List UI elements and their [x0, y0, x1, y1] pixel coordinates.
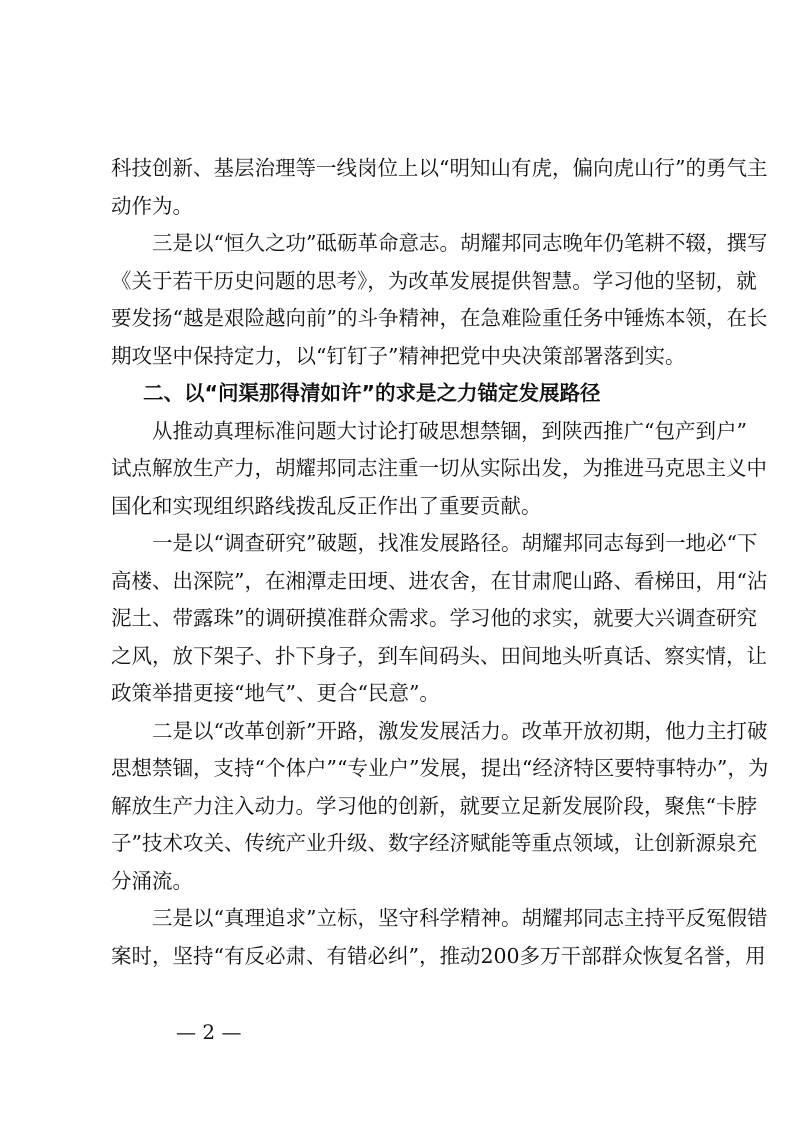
text-line: 高楼、出深院”，在湘潭走田埂、进农舍，在甘肃爬山路、看梯田，用“沾	[111, 568, 768, 593]
text-line: 从推动真理标准问题大讨论打破思想禁锢，到陕西推广“包产到户”	[152, 418, 747, 443]
paragraph-truth	[111, 900, 768, 975]
paragraph-research	[111, 525, 768, 713]
text-line: 《关于若干历史问题的思考》，为改革发展提供智慧。学习他的坚韧，就	[111, 268, 757, 293]
text-line: 子”技术攻关、传统产业升级、数字经济赋能等重点领域，让创新源泉充	[111, 831, 757, 855]
document-body	[111, 150, 769, 975]
text-line: 解放生产力注入动力。学习他的创新，就要立足新发展阶段，聚焦“卡脖	[111, 793, 757, 818]
paragraph-innovation	[111, 713, 769, 901]
text-line: 动作为。	[111, 193, 193, 218]
section-heading	[111, 375, 691, 413]
text-line: 科技创新、基层治理等一线岗位上以“明知山有虎，偏向虎山行”的勇气主	[111, 156, 768, 180]
paragraph-continuation	[111, 150, 768, 225]
text-line: 试点解放生产力，胡耀邦同志注重一切从实际出发，为推进马克思主义中	[111, 456, 767, 480]
text-line: 政策举措更接“地气”、更合“民意”。	[111, 681, 440, 705]
text-line: 一是以“调查研究”破题，找准发展路径。胡耀邦同志每到一地必“下	[152, 531, 758, 555]
text-line: 分涌流。	[111, 868, 193, 893]
text-line: 泥土、带露珠”的调研摸准群众需求。学习他的求实，就要大兴调查研究	[111, 606, 757, 630]
text-line: 三是以“恒久之功”砥砺革命意志。胡耀邦同志晚年仍笔耕不辍，撰写	[152, 231, 768, 255]
page-number: — 2 —	[176, 1020, 242, 1044]
text-line: 期攻坚中保持定力，以“钉钉子”精神把党中央决策部署落到实。	[111, 343, 686, 368]
text-line: 国化和实现组织路线拨乱反正作出了重要贡献。	[111, 493, 542, 518]
text-line: 二是以“改革创新”开路，激发发展活力。改革开放初期，他力主打破	[152, 718, 768, 743]
paragraph-intro	[111, 413, 767, 526]
text-line: 思想禁锢，支持“个体户”“专业户”发展，提出“经济特区要特事特办”，为	[111, 756, 769, 780]
text-line: 要发扬“越是艰险越向前”的斗争精神，在急难险重任务中锤炼本领，在长	[111, 306, 768, 330]
heading-text: 二、以“问渠那得清如许”的求是之力锚定发展路径	[143, 381, 601, 405]
text-line: 之风，放下架子、扑下身子，到车间码头、田间地头听真话、察实情，让	[111, 643, 767, 668]
paragraph-perseverance	[111, 225, 768, 375]
text-line: 三是以“真理追求”立标，坚守科学精神。胡耀邦同志主持平反冤假错	[152, 906, 768, 930]
text-line: 案时，坚持“有反必肃、有错必纠”，推动200多万干部群众恢复名誉，用	[111, 943, 766, 968]
